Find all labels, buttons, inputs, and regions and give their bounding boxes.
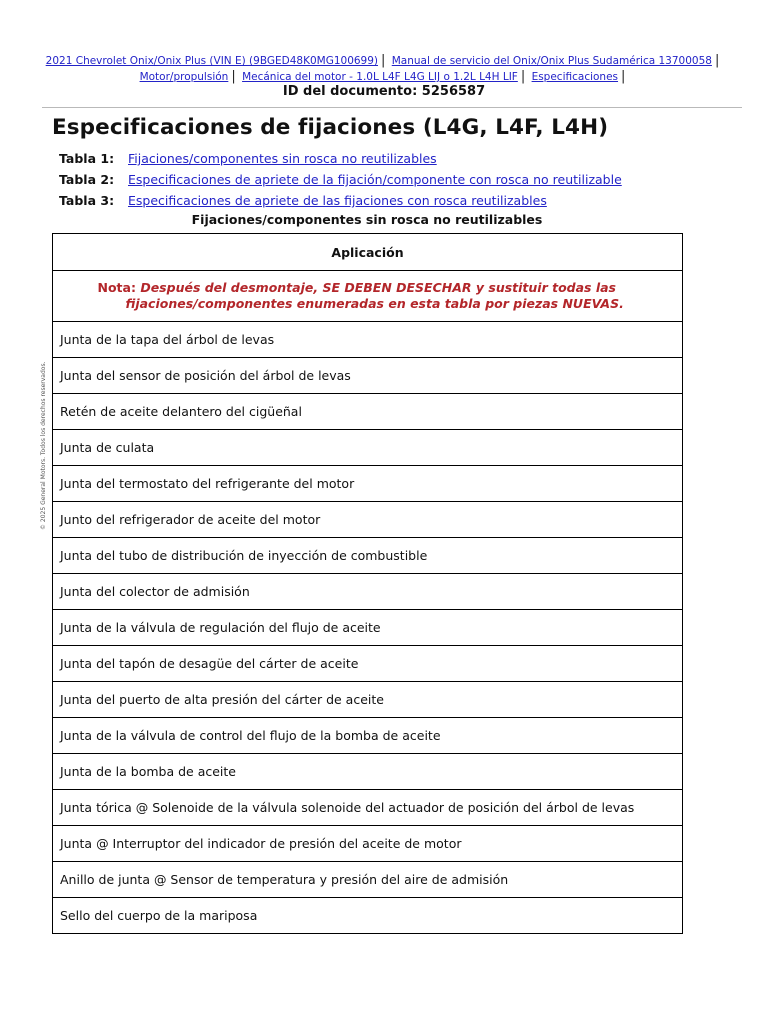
- table-cell-application: Sello del cuerpo de la mariposa: [53, 898, 683, 934]
- table-index-item: [59, 190, 622, 211]
- breadcrumb-separator: |: [621, 69, 626, 84]
- table-index-label: Tabla 2:: [59, 172, 115, 187]
- table-cell-application: Junto del refrigerador de aceite del motor: [53, 502, 683, 538]
- column-header-application: Aplicación: [53, 234, 683, 271]
- table-index-link-3[interactable]: Especificaciones de apriete de las fijaciones con rosca reutilizables: [128, 193, 547, 208]
- table-row: [53, 790, 683, 826]
- table-row: [53, 610, 683, 646]
- table-cell-application: Junta de la bomba de aceite: [53, 754, 683, 790]
- table-row: [53, 502, 683, 538]
- table-index-item: [59, 148, 622, 169]
- table-row: [53, 898, 683, 934]
- table-header-row: [53, 234, 683, 271]
- spec-table: [52, 233, 683, 934]
- note-text: [98, 280, 638, 312]
- breadcrumb-link-engine-mechanics[interactable]: Mecánica del motor - 1.0L L4F L4G LIJ o 1.2L L4H LIF: [242, 71, 518, 83]
- table-cell-application: Junta @ Interruptor del indicador de presión del aceite de motor: [53, 826, 683, 862]
- note-cell: [53, 271, 683, 322]
- table-cell-application: Junta de la válvula de control del flujo de la bomba de aceite: [53, 718, 683, 754]
- table-row: [53, 322, 683, 358]
- table-row: [53, 430, 683, 466]
- table-row: [53, 538, 683, 574]
- table-cell-application: Anillo de junta @ Sensor de temperatura y presión del aire de admisión: [53, 862, 683, 898]
- table-cell-application: Junta del sensor de posición del árbol de levas: [53, 358, 683, 394]
- table-cell-application: Junta de la válvula de regulación del flujo de aceite: [53, 610, 683, 646]
- table-row: [53, 862, 683, 898]
- table-row: [53, 718, 683, 754]
- breadcrumb-separator: |: [381, 53, 386, 68]
- table-cell-application: Junta del puerto de alta presión del cárter de aceite: [53, 682, 683, 718]
- table-row: [53, 358, 683, 394]
- page-title: Especificaciones de fijaciones (L4G, L4F, L4H): [52, 115, 609, 140]
- copyright-note: © 2025 General Motors. Todos los derechos reservados.: [40, 361, 47, 530]
- breadcrumb-separator: |: [714, 53, 720, 68]
- note-row: [53, 271, 683, 322]
- table-index-link-2[interactable]: Especificaciones de apriete de la fijación/componente con rosca no reutilizable: [128, 172, 622, 187]
- table-cell-application: Retén de aceite delantero del cigüeñal: [53, 394, 683, 430]
- table-row: [53, 682, 683, 718]
- document-id: ID del documento: 5256587: [282, 84, 486, 99]
- table-row: [53, 646, 683, 682]
- table-cell-application: Junta tórica @ Solenoide de la válvula solenoide del actuador de posición del árbol de levas: [53, 790, 683, 826]
- note-line-1: Después del desmontaje, SE DEBEN DESECHAR y sustituir todas las: [140, 280, 616, 295]
- breadcrumb-link-manual[interactable]: Manual de servicio del Onix/Onix Plus Sudamérica 13700058: [391, 55, 712, 67]
- table-cell-application: Junta de la tapa del árbol de levas: [53, 322, 683, 358]
- divider: [42, 107, 742, 108]
- table-row: [53, 394, 683, 430]
- table-cell-application: Junta del colector de admisión: [53, 574, 683, 610]
- table-index-label: Tabla 1:: [59, 151, 115, 166]
- table-row: [53, 826, 683, 862]
- breadcrumb-separator: |: [231, 69, 236, 84]
- breadcrumb-separator: |: [520, 69, 526, 84]
- breadcrumb-link-specifications[interactable]: Especificaciones: [531, 71, 619, 83]
- breadcrumb-link-powertrain[interactable]: Motor/propulsión: [139, 71, 229, 83]
- table-index-label: Tabla 3:: [59, 193, 115, 208]
- table-cell-application: Junta del tapón de desagüe del cárter de aceite: [53, 646, 683, 682]
- table-caption: Fijaciones/componentes sin rosca no reutilizables: [191, 212, 543, 227]
- table-cell-application: Junta del termostato del refrigerante del motor: [53, 466, 683, 502]
- table-cell-application: Junta de culata: [53, 430, 683, 466]
- table-row: [53, 754, 683, 790]
- note-label: Nota:: [97, 280, 136, 295]
- table-row: [53, 574, 683, 610]
- note-line-2: fijaciones/componentes enumeradas en esta tabla por piezas NUEVAS.: [125, 296, 624, 311]
- breadcrumb-link-vehicle[interactable]: 2021 Chevrolet Onix/Onix Plus (VIN E) (9BGED48K0MG100699): [45, 55, 379, 67]
- breadcrumb: [42, 53, 726, 85]
- table-index: [59, 148, 622, 211]
- table-row: [53, 466, 683, 502]
- table-index-item: [59, 169, 622, 190]
- table-index-link-1[interactable]: Fijaciones/componentes sin rosca no reutilizables: [128, 151, 437, 166]
- table-cell-application: Junta del tubo de distribución de inyección de combustible: [53, 538, 683, 574]
